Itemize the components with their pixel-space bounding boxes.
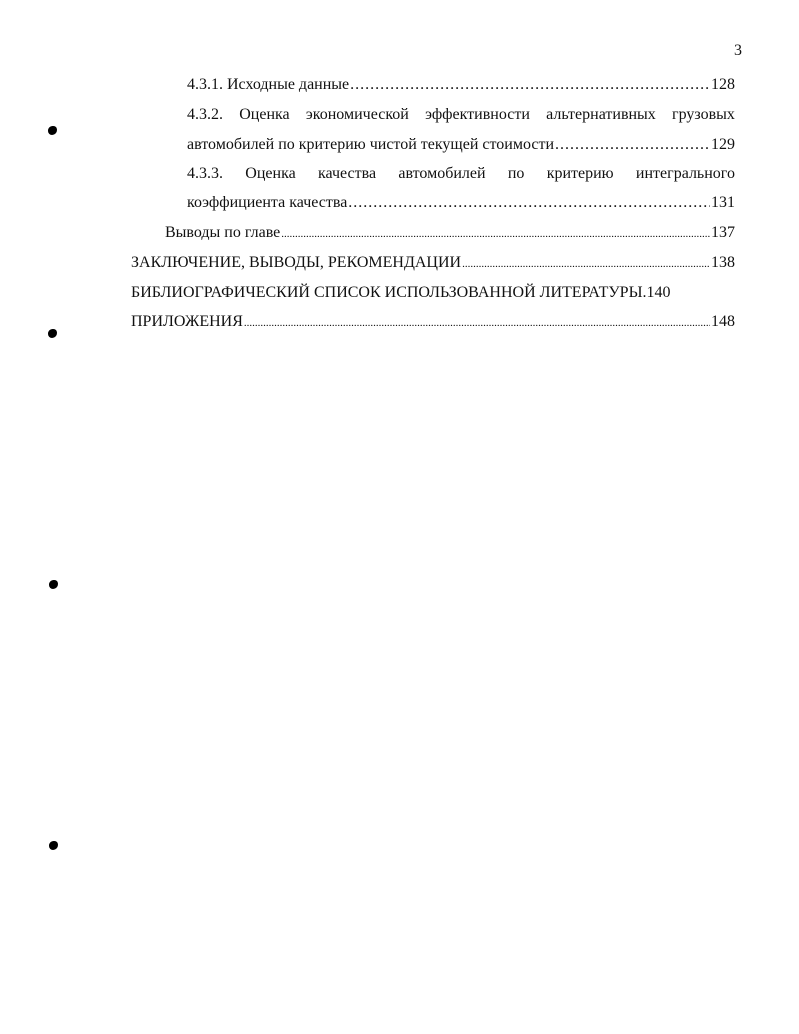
toc-entry-page: 137 <box>711 224 735 241</box>
toc-leader-dots <box>462 252 710 275</box>
toc-word: эффективности <box>425 106 530 123</box>
toc-word: 4.3.3. <box>187 165 223 182</box>
toc-entry-bibliography <box>131 282 735 304</box>
toc-leader-dots <box>350 74 710 96</box>
toc-word: Оценка <box>245 165 296 182</box>
toc-word: автомобилей <box>398 165 486 182</box>
toc-word: качества <box>317 165 377 182</box>
toc-entry-title: БИБЛИОГРАФИЧЕСКИЙ СПИСОК ИСПОЛЬЗОВАННОЙ ЛИТЕРАТУРЫ. <box>131 284 647 301</box>
toc-entry-page: 138 <box>711 254 735 271</box>
toc-word: экономической <box>305 106 409 123</box>
toc-leader-dots <box>555 134 710 156</box>
toc-entry-page: 148 <box>711 313 735 330</box>
toc-entry-title: коэффициента качества <box>187 194 348 211</box>
toc-entry-page: 128 <box>711 76 735 93</box>
toc-entry-chapter-conclusions <box>165 222 735 245</box>
toc-entry-page: 140 <box>646 284 671 301</box>
toc-entry-title: ЗАКЛЮЧЕНИЕ, ВЫВОДЫ, РЕКОМЕНДАЦИИ <box>131 254 462 271</box>
toc-word: 4.3.2. <box>187 106 223 123</box>
toc-word: альтернативных <box>546 106 656 123</box>
toc-entry-page: 129 <box>711 136 735 153</box>
toc-entry-title: автомобилей по критерию чистой текущей стоимости <box>187 136 555 153</box>
toc-word: по <box>507 165 525 182</box>
toc-entry-title: 4.3.1. Исходные данные <box>187 76 350 93</box>
toc-entry-conclusion <box>131 252 735 275</box>
toc-leader-dots <box>348 192 710 214</box>
toc-word: Оценка <box>239 106 290 123</box>
toc-entry-page: 131 <box>711 194 735 211</box>
toc-entry-4-3-2-line2 <box>187 134 735 156</box>
toc-entry-4-3-2-line1 <box>187 104 735 126</box>
toc-word: грузовых <box>672 106 735 123</box>
toc-entry-4-3-3-line1 <box>187 163 735 185</box>
toc-entry-4-3-1 <box>187 74 735 96</box>
toc-entry-title: ПРИЛОЖЕНИЯ <box>131 313 243 330</box>
toc-entry-title: Выводы по главе <box>165 224 281 241</box>
toc-leader-dots <box>281 222 710 245</box>
page-number: 3 <box>734 42 742 59</box>
toc-word: критерию <box>546 165 614 182</box>
toc-entry-4-3-3-line2 <box>187 192 735 214</box>
toc-leader-dots <box>244 311 710 334</box>
toc-entry-appendices <box>131 311 735 334</box>
toc-word: интегрального <box>635 165 735 182</box>
